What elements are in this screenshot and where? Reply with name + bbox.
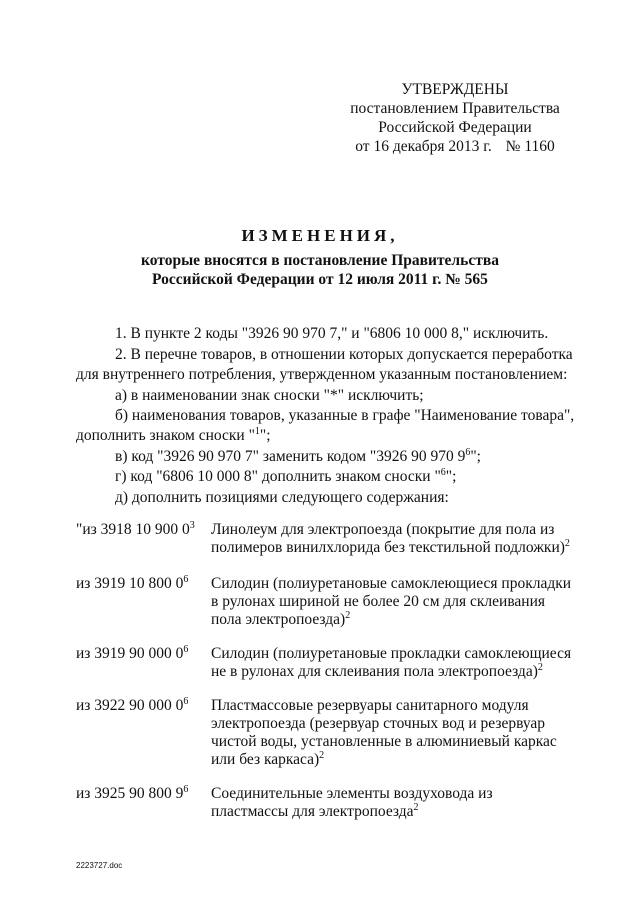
entry-description: Соединительные элементы воздуховода из пластмассы для электропоезда$^2$ — [211, 785, 493, 820]
item-b-line-1: б) наименования товаров, указанные в графе "Наименование товара", — [115, 407, 575, 424]
approval-line-2: Российской Федерации — [378, 119, 532, 136]
footnote-mark: 1 — [254, 425, 260, 437]
item-d: д) дополнить позициями следующего содержания: — [115, 489, 449, 506]
approval-block — [340, 80, 570, 156]
document-subtitle-1: которые вносятся в постановление Правительства — [141, 252, 499, 269]
paragraph-1: 1. В пункте 2 коды "3926 90 970 7," и "6806 10 000 8," исключить. — [115, 325, 549, 342]
item-b-line-2: дополнить знаком сноски "$^1$"; — [76, 425, 271, 444]
document-filename: 2223727.doc — [76, 861, 123, 870]
entry-description: Пластмассовые резервуары санитарного модуля электропоезда (резервуар сточных вод и резервуар чистой воды, установленные в алюминиевый каркас или без каркаса)$^2$ — [211, 697, 557, 768]
footnote-mark: 6 — [440, 466, 446, 478]
entry-code: из 3925 90 800 $9^6$ — [76, 783, 189, 802]
approval-date-line — [340, 137, 570, 156]
entry-code: "из 3918 10 900 $0^3$ — [76, 519, 195, 538]
item-g: г) код "6806 10 000 8" дополнить знаком сноски "$^6$"; — [115, 466, 457, 485]
document-title: ИЗМЕНЕНИЯ, — [241, 226, 399, 245]
paragraph-2-line-1: 2. В перечне товаров, в отношении которых допускается переработка — [115, 346, 573, 363]
entry-code: из 3919 10 800 $0^6$ — [76, 573, 189, 592]
approval-number: 1160 — [524, 138, 555, 155]
item-a: а) в наименовании знак сноски "*" исключить; — [115, 387, 424, 404]
entry-code: из 3919 90 000 $0^6$ — [76, 643, 189, 662]
entry-description: Силодин (полиуретановые прокладки самоклеющиеся не в рулонах для склеивания пола электропоезда)$^2$ — [211, 645, 572, 680]
approval-line-1: постановлением Правительства — [350, 100, 560, 117]
approval-number-label: № — [505, 138, 521, 155]
paragraph-2-line-2: для внутреннего потребления, утвержденном указанным постановлением: — [76, 366, 568, 383]
entry-description: Силодин (полиуретановые самоклеющиеся прокладки в рулонах шириной не более 20 см для склеивания пола электропоезда)$^2$ — [211, 575, 572, 628]
item-v: в) код "3926 90 970 7" заменить кодом "3926 90 970 $9^6$"; — [115, 446, 481, 465]
entry-description: Линолеум для электропоезда (покрытие для пола из полимеров винилхлорида без текстильной подложки)$^2$ — [211, 521, 570, 556]
document-subtitle-2: Российской Федерации от 12 июля 2011 г. № 565 — [152, 271, 488, 288]
approval-date: от 16 декабря 2013 г. — [355, 138, 492, 155]
footnote-mark: 6 — [465, 446, 471, 458]
entry-code: из 3922 90 000 $0^6$ — [76, 695, 189, 714]
approval-heading: УТВЕРЖДЕНЫ — [401, 81, 509, 98]
